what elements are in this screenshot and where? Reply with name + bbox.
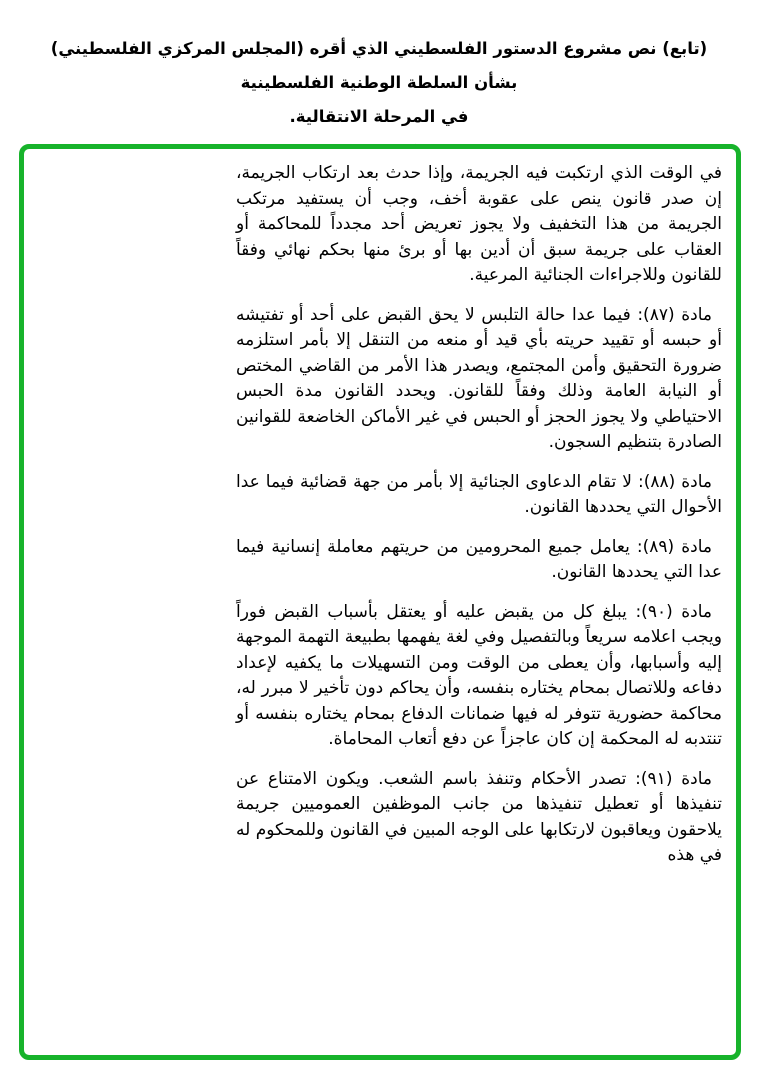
paragraph-text: فيما عدا حالة التلبس لا يحق القبض على أحد أو تفتيشه أو حبسه أو تقييد حريته بأي قيد أو منعه من التنقل إلا بأمر استلزمه ضرورة التحقيق وأمن المجتمع، ويصدر هذا الأمر من القاضي المختص أو النيابة العامة وذلك وفقاً للقانون. ويحدد القانون مدة الحبس الاحتياطي ولا يجوز الحجز أو الحبس في غير الأماكن الخاضعة للقوانين الصادرة بتنظيم السجون.: [236, 304, 722, 452]
document-title: [0, 32, 758, 134]
article-label: مادة (٩١):: [626, 768, 712, 789]
article-label: مادة (٨٨):: [631, 471, 713, 492]
title-line-1: (تابع) نص مشروع الدستور الفلسطيني الذي أقره (المجلس المركزي الفلسطيني) بشأن السلطة الوطنية الفلسطينية: [50, 39, 708, 92]
content-frame: [19, 144, 741, 1060]
article-label: مادة (٨٩):: [629, 536, 712, 557]
paragraph-article-88: [236, 470, 722, 521]
document-header: [0, 32, 758, 156]
paragraph-continuation: [236, 161, 722, 289]
paragraph-text: تصدر الأحكام وتنفذ باسم الشعب. ويكون الامتناع عن تنفيذها أو تعطيل تنفيذها من جانب الموظفين العموميين جريمة يلاحقون ويعاقبون لارتكابها على الوجه المبين في القانون وللمحكوم له في هذه: [236, 768, 722, 865]
paragraph-article-87: [236, 303, 722, 456]
paragraph-article-89: [236, 535, 722, 586]
paragraph-article-90: [236, 600, 722, 753]
paragraph-text: يعامل جميع المحرومين من حريتهم معاملة إنسانية فيما عدا التي يحددها القانون.: [236, 536, 722, 582]
paragraph-text: لا تقام الدعاوى الجنائية إلا بأمر من جهة قضائية فيما عدا الأحوال التي يحددها القانون.: [236, 471, 722, 517]
paragraph-article-91: [236, 767, 722, 869]
paragraph-text: في الوقت الذي ارتكبت فيه الجريمة، وإذا حدث بعد ارتكاب الجريمة، إن صدر قانون ينص على عقوبة أخف، وجب أن يستفيد مرتكب الجريمة من هذا التخفيف ولا يجوز تعريض أحد مجدداً للمحاكمة أو العقاب على جريمة سبق أن أدين بها أو برئ منها بحكم نهائي وفقاً للقانون وللاجراءات الجنائية المرعية.: [236, 163, 722, 285]
title-line-2: في المرحلة الانتقالية.: [289, 107, 469, 126]
paragraph-text: يبلغ كل من يقبض عليه أو يعتقل بأسباب القبض فوراً ويجب اعلامه سريعاً وبالتفصيل وفي لغة يفهمها بطبيعة التهمة الموجهة إليه وأسبابها، وأن يعطى من الوقت ومن التسهيلات ما يكفيه لإعداد دفاعه وللاتصال بمحام يختاره بنفسه، وأن يحاكم دون تأخير لا مبرر له، محاكمة حضورية تتوفر له فيها ضمانات الدفاع بمحام يختاره بنفسه أو تنتدبه له المحكمة إن كان عاجزاً عن دفع أتعاب المحاماة.: [236, 601, 722, 749]
article-label: مادة (٩٠):: [626, 601, 713, 622]
body-text-column: [236, 161, 722, 883]
article-label: مادة (٨٧):: [630, 304, 712, 325]
